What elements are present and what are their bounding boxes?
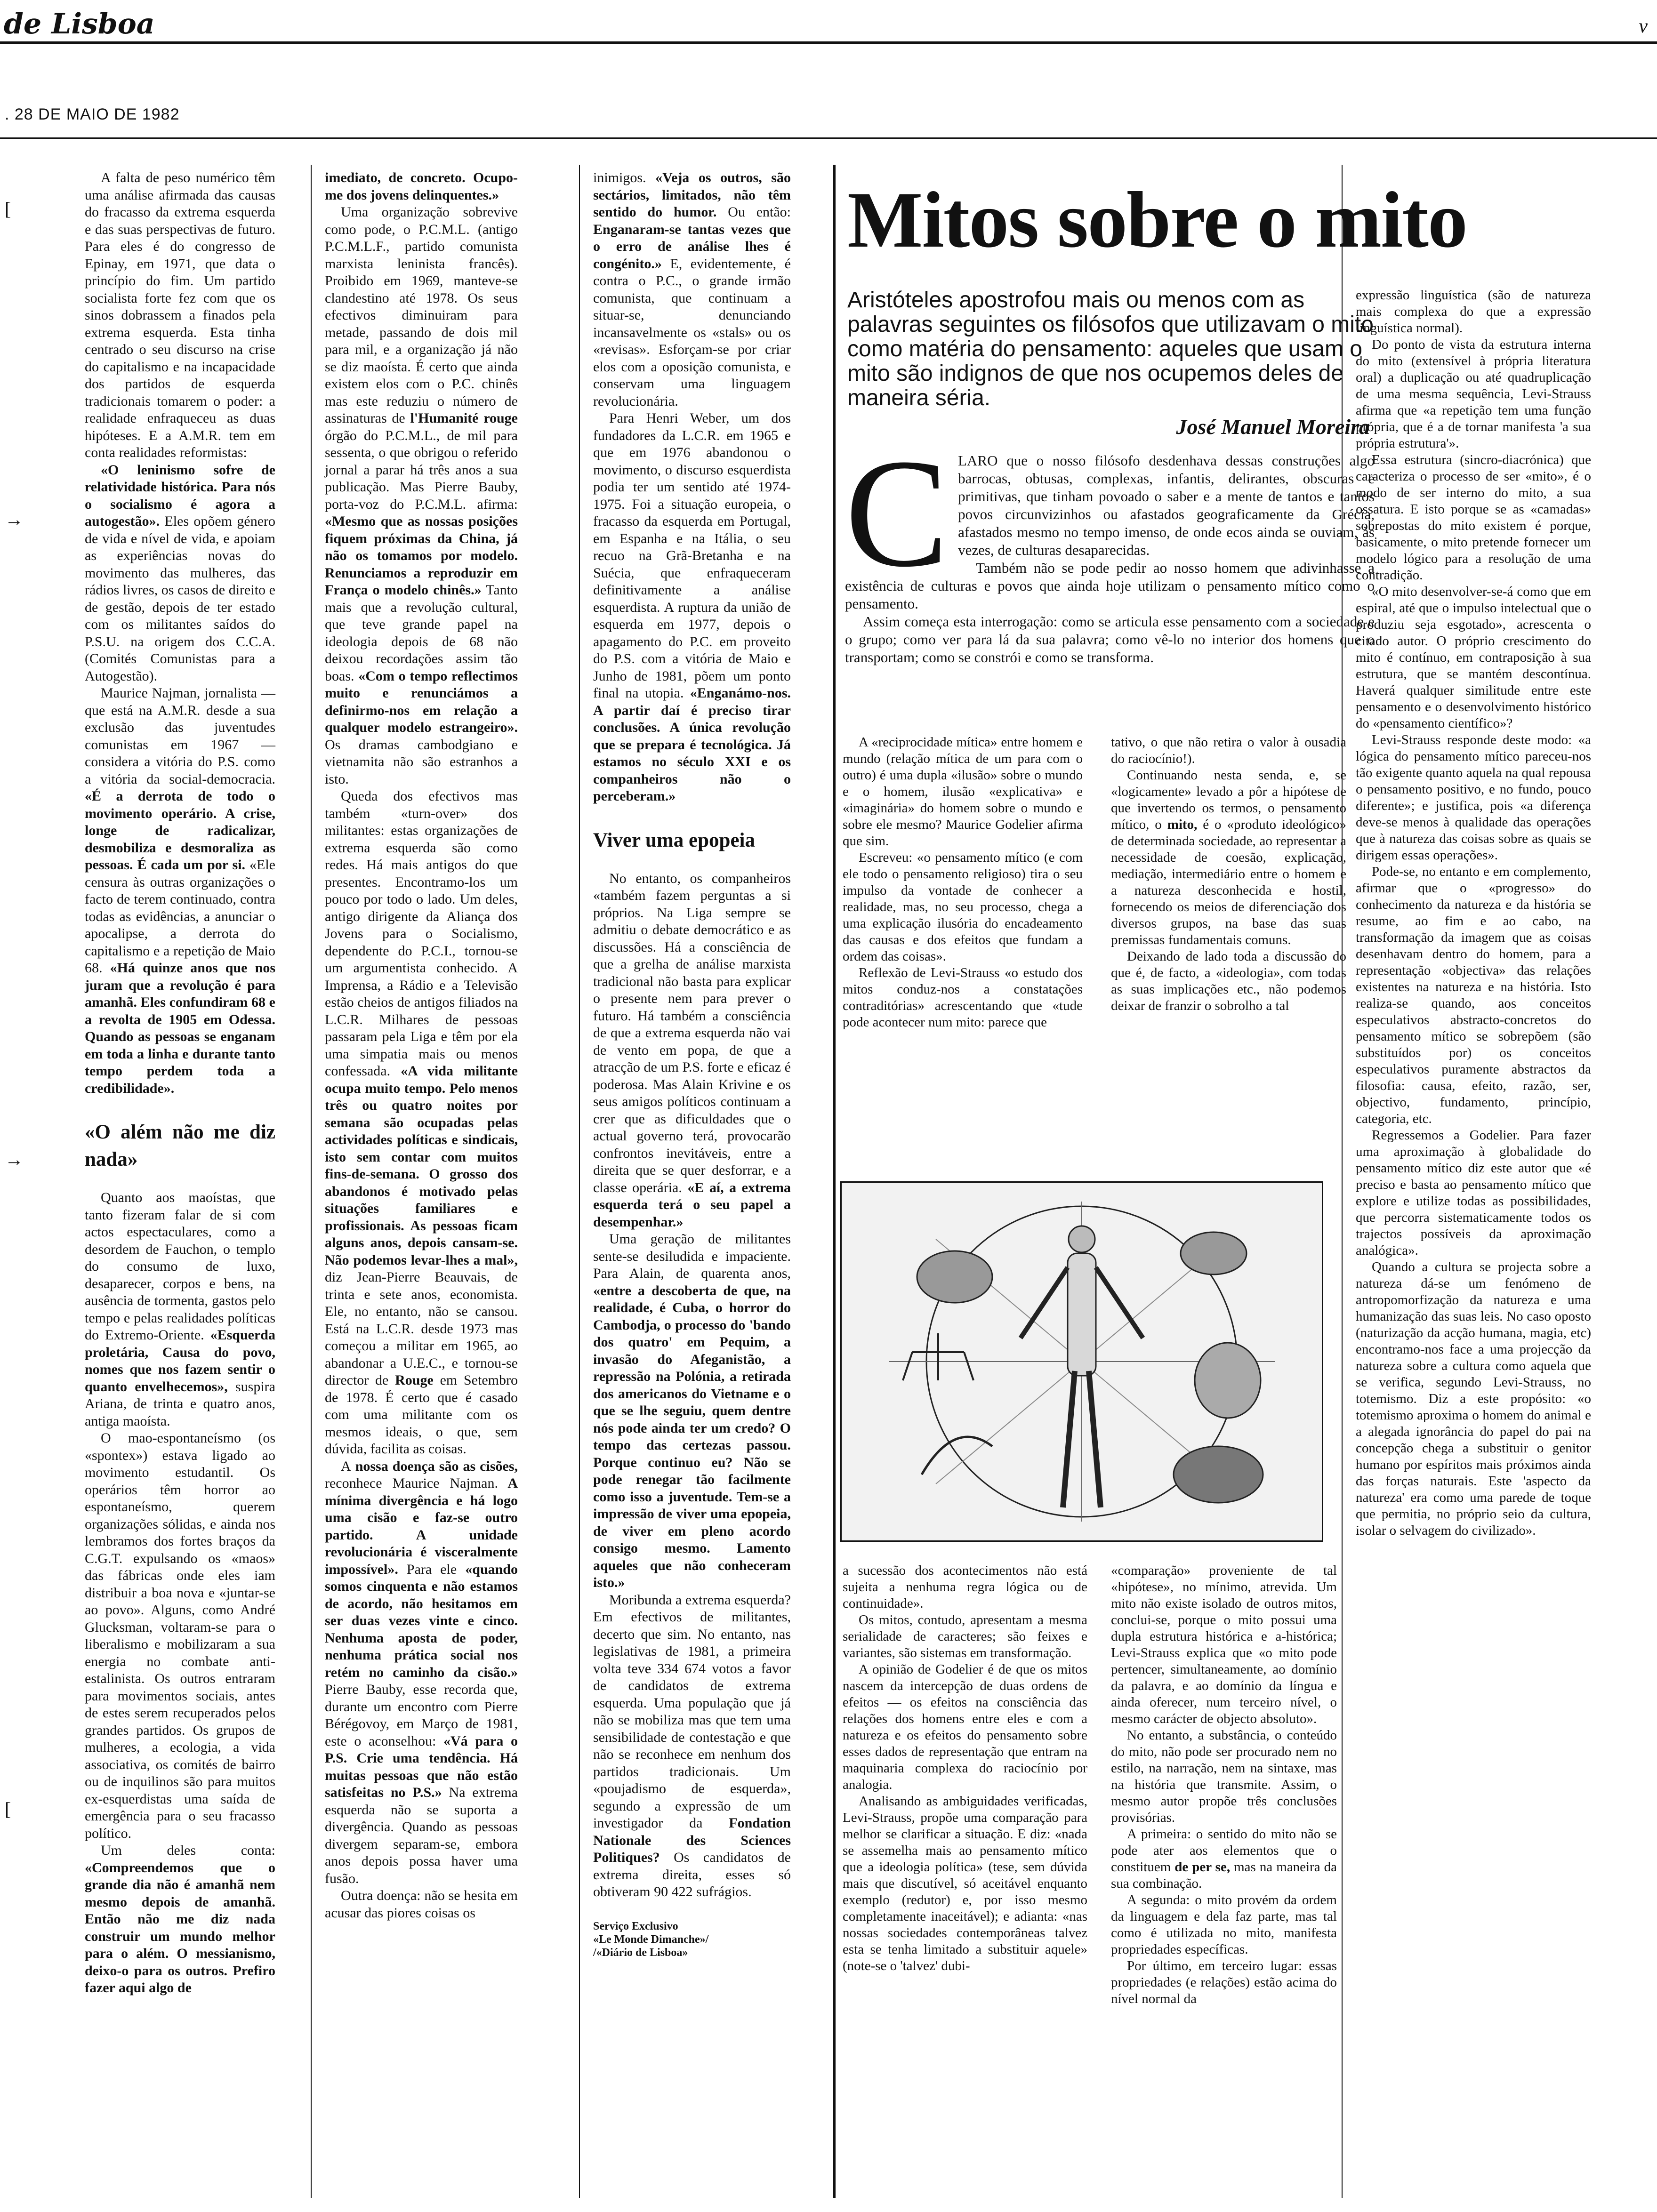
paragraph: diz Jean-Pierre Beauvais, de trinta e sete anos, economista. Ele, no entanto, não se cansou. Está na L.C.R. desde 1973 mas começou a militar em 1965, ao abandonar a U.E.C., e tornou-se director de — [325, 1269, 518, 1388]
bold-quote: «entre a descoberta de que, na realidade, é Cuba, o horror do Cambodja, o processo do 'bando dos quatro' em Pequim, a invasão do Afeganistão, a repressão na Polónia, a retirada dos americanos do Vietname e o que se lhe seguiu, quem dentre nós pode ainda ter um credo? O tempo das certezas passou. Porque continuo eu? Não se pode renegar tão facilmente como isso a juventude. Tem-se a impressão de viver uma epopeia, de viver em pleno acordo consigo mesmo. Lamento aqueles que não conheceram isto.» — [593, 1282, 791, 1590]
column-3 — [593, 169, 791, 1959]
margin-bracket-icon: [ — [5, 1798, 11, 1819]
column-4-upper — [843, 734, 1083, 1031]
corner-mark: v — [1639, 16, 1648, 37]
paragraph: No entanto, a substância, o conteúdo do mito, não pode ser procurado nem no estilo, na narração, nem na sintaxe, mas na história que transmite. Assim, o mesmo autor propõe três conclusões provisórias. — [1111, 1728, 1337, 1825]
paragraph: A segunda: o mito provém da ordem da linguagem e dela faz parte, mas tal como é utilizada no mito, manifesta propriedades específicas. — [1111, 1892, 1337, 1957]
bold-quote: «É a derrota de todo o movimento operário. A crise, longe de radicalizar, desmobiliza e desmoraliza as pessoas. É cada um por si. — [85, 788, 275, 873]
paragraph: a sucessão dos acontecimentos não está sujeita a nenhuma regra lógica ou de continuidade». — [843, 1563, 1087, 1611]
paragraph: E, evidentemente, é contra o P.C., o grande irmão comunista, que continuam a situar-se, denunciando incansavelmente os «stals» ou os «revisas». Esforçam-se por criar elos com a oposição comunista, e conservam uma linguagem revolucionária. — [593, 256, 791, 409]
column-5-upper — [1111, 734, 1346, 1014]
paragraph: Uma organização sobrevive como pode, o P.C.M.L. (antigo P.C.M.L.F., partido comunista marxista leninista francês). Proibido em 1969, manteve-se clandestino até 1978. Os seus efectivos diminuiram para metade, passando de dois mil para mil, e a organização já não se diz maoísta. É certo que ainda existem elos com o P.C. chinês mas este reduziu o número de assinaturas de — [325, 204, 518, 426]
paragraph: Quanto aos maoístas, que tanto fizeram falar de si com actos espectaculares, como a desordem de Fauchon, o templo do consumo de luxo, desaparecer, corpos e bens, na ausência de tormenta, gastos pelo tempo e pelas realidades políticas do Extremo-Oriente. — [85, 1190, 275, 1343]
paragraph: tativo, o que não retira o valor à ousadia do raciocínio!). — [1111, 735, 1346, 766]
bold-quote: «E aí, a extrema esquerda terá o seu papel a desempenhar.» — [593, 1179, 791, 1230]
paragraph: A opinião de Godelier é de que os mitos nascem da intercepção de duas ordens de efeitos — os efeitos na consciência das relações dos homens entre eles e com a natureza e os efeitos do pensamento sobre esses dados de representação que entram na maquinaria complexa do raciocínio por analogia. — [843, 1662, 1087, 1792]
subheading: Viver uma epopeia — [593, 829, 755, 851]
paragraph: inimigos. — [593, 170, 646, 185]
bold-text: de per se, — [1171, 1859, 1231, 1875]
paragraph: Tanto mais que a revolução cultural, que teve grande papel na ideologia depois de 68 não deixou recordações assim tão boas. — [325, 582, 518, 684]
column-divider — [311, 165, 312, 2198]
credit-text: /«Diário de Lisboa» — [593, 1946, 688, 1959]
column-divider — [833, 165, 836, 2198]
paragraph: A primeira: o sentido do mito não se pode ater aos elementos que o constituem — [1111, 1827, 1337, 1875]
newspaper-name: de Lisboa — [4, 8, 155, 40]
paragraph: órgão do P.C.M.L., de mil para sessenta, o que obrigou o referido jornal a parar há três anos a sua publicação. Mas Pierre Bauby, porta-voz do P.C.M.L. afirma: — [325, 427, 518, 512]
paragraph: Na extrema esquerda não se suporta a divergência. Quando as pessoas divergem separam-se, embora anos depois possa haver uma fusão. — [325, 1785, 518, 1886]
paragraph: Moribunda a extrema esquerda? Em efectivos de militantes, decerto que sim. No entanto, nas legislativas de 1981, a primeira volta teve 334 674 votos a favor de candidatos de extrema esquerda. Uma população que já não se mobiliza mas que tem uma sensibilidade de contestação e que não se reconhece em nenhum dos partidos tradicionais. Um «poujadismo de esquerda», segundo a expressão de um investigador da — [593, 1592, 791, 1831]
article-byline: José Manuel Moreira — [1176, 415, 1370, 439]
credit-text: «Le Monde Dimanche»/ — [593, 1933, 709, 1946]
paragraph: Continuando nesta senda, e, se «logicamente» levado a pôr a hipótese de que invertendo os termos, o pensamento mítico, o — [1111, 768, 1346, 832]
bold-quote: nossa doença são as cisões, — [351, 1458, 518, 1474]
masthead-rule — [0, 41, 1657, 44]
column-1 — [85, 169, 275, 1997]
paragraph: Outra doença: não se hesita em acusar das piores coisas os — [325, 1888, 518, 1921]
bold-quote: A mínima divergência e há logo uma cisão e faz-se outro partido. A unidade revolucionária é visceralmente impossível». — [325, 1475, 518, 1577]
column-4-lower — [843, 1563, 1087, 1974]
margin-arrow-icon: → — [5, 509, 24, 530]
bold-quote: «O leninismo sofre de relatividade histórica. Para nós o socialismo é agora a autogestão». — [85, 462, 275, 529]
paragraph: Queda dos efectivos mas também «turn-over» dos militantes: estas organizações de extrema esquerda são como redes. Há mais antigos do que presentes. Encontramo-los um pouco por todo o lado. Um deles, antigo dirigente da Aliança dos Jovens para o Socialismo, dependente do P.C.I., tornou-se um argumentista conhecido. A Imprensa, a Rádio e a Televisão estão cheios de antigos filiados na L.C.R. Milhares de pessoas passaram pela Liga e têm por ela uma simpatia mais ou menos confessada. — [325, 788, 518, 1079]
bold-text: mito, — [1161, 817, 1198, 832]
paragraph: Maurice Najman, jornalista — que está na A.M.R. desde a sua exclusão das juventudes comunistas em 1967 — considera a vitória do P.S. como a vitória da social-democracia. — [85, 685, 275, 787]
paragraph: Pode-se, no entanto e em complemento, afirmar que o «progresso» do conhecimento da natureza e da história se resume, ao fim e ao cabo, na transformação da imagem que as coisas desenhavam dentro do homem, para a representação «objectiva» das relações existentes na natureza e na história. Isto realiza-se quando, aos conceitos especulativos abstracto-concretos do pensamento mítico se sobrepõem (são substituídos por) os conceitos especulativos puramente abstractos da filosofia: causa, efeito, razão, ser, objectivo, fundamento, princípio, categoria, etc. — [1356, 864, 1591, 1126]
paragraph: A — [341, 1458, 351, 1474]
bold-text: Fondation Nationale des Sciences Politiques? — [593, 1815, 791, 1865]
paragraph: Também não se pode pedir ao nosso homem que adivinhasse a existência de culturas e povos que ainda hoje utilizam o pensamento mítico como o pensamento. — [845, 560, 1375, 612]
bold-text: Rouge — [388, 1372, 434, 1388]
paragraph: Regressemos a Godelier. Para fazer uma aproximação à globalidade do pensamento mítico diz este autor que «é preciso e basta ao pensamento mítico que explore e utilize todas as possibilidades, que percorra sistematicamente todos os trajectos possíveis da aproximação analógica». — [1356, 1128, 1591, 1258]
column-2 — [325, 169, 518, 1922]
bold-quote: Enganaram-se tantas vezes que o erro de análise lhes é congénito.» — [593, 221, 791, 272]
bold-quote: «Vá para o P.S. Crie uma tendência. Há muitas pessoas que não estão satisfeitas no P.S.» — [325, 1733, 518, 1800]
paragraph: Os mitos, contudo, apresentam a mesma serialidade de caracteres; são feixes e variantes, são sistemas em transformação. — [843, 1612, 1087, 1660]
paragraph: é o «produto ideológico» de determinada sociedade, ao representar a necessidade de coesão, explicação, mediação, intermediário entre o homem e a natureza desconhecida e hostil, fornecendo os meios de diferenciação dos diversos grupos, na base das suas premissas fundamentais comuns. — [1111, 817, 1346, 947]
article-title: Mitos sobre o mito — [847, 176, 1467, 264]
paragraph: Do ponto de vista da estrutura interna do mito (extensível à própria literatura oral) a duplicação ou até quadruplicação de uma mesma sequência, Levi-Strauss afirma que «a repetição tem uma função própria, que é a de tornar manifesta 'a sua própria estrutura'». — [1356, 337, 1591, 451]
paragraph: Um deles conta: — [101, 1843, 275, 1858]
paragraph: Assim começa esta interrogação: como se articula esse pensamento com a sociedade e o grupo; como ver para lá da sua palavra; como vê-lo no interior dos homens que o transportam; como se constrói e como se transforma. — [845, 613, 1375, 665]
paragraph: A falta de peso numérico têm uma análise afirmada das causas do fracasso da extrema esquerda e das suas perspectivas de futuro. Para eles é do congresso de Epinay, em 1971, que data o princípio do fim. Um partido socialista forte fez com que os sinos dobrassem a finados pela extrema esquerda. Esta tinha centrado o seu discurso na crise do capitalismo e na incapacidade dos partidos de esquerda tradicionais tomarem o poder: a realidade enfraqueceu as duas hipóteses. E a A.M.R. tem em conta realidades reformistas: — [85, 170, 275, 460]
bold-text: l'Humanité rouge — [405, 410, 518, 426]
margin-arrow-icon: → — [5, 1149, 24, 1170]
article-lede: Aristóteles apostrofou mais ou menos com as palavras seguintes os filósofos que utilizavam o mito como matéria do pensamento: aqueles que usam o mito são indignos de que nos ocupemos deles de maneira séria. — [847, 288, 1374, 410]
bold-quote: «Mesmo que as nossas posições fiquem próximas da China, já não os tomamos por modelo. Renunciamos a reproduzir em França o modelo chinês.» — [325, 513, 518, 598]
paragraph: mas na maneira da sua combinação. — [1111, 1859, 1337, 1891]
column-5-lower — [1111, 1563, 1337, 2007]
drop-cap: C — [845, 427, 949, 599]
bold-quote: «A vida militante ocupa muito tempo. Pelo menos três ou quatro noites por semana são ocupadas pelas actividades políticas e sindicais, isto sem contar com muitos fins-de-semana. O grosso dos abandonos é motivado pelas situações familiares e profissionais. As pessoas ficam alguns anos, depois cansam-se. Não podemos levar-lhes a mal», — [325, 1063, 518, 1268]
paragraph: Quando a cultura se projecta sobre a natureza dá-se um fenómeno de antropomorfização da natureza e uma humanização das suas leis. No caso oposto (naturização da acção humana, magia, etc) encontramo-nos face a uma projecção da natureza sobre a cultura como aquela que se verifica, segundo Levi-Strauss, no totemismo. Diz a este propósito: «o totemismo aproxima o homem do animal e a alegada ignorância do papel do pai na concepção chega a substituir o genitor humano por espíritos mais próximos ainda das forças naturais. Este 'aspecto da natureza' era como uma parede de toque que permitia, no próprio seio da cultura, isolar o selvagem do civilizado». — [1356, 1259, 1591, 1538]
bold-quote: imediato, de concreto. Ocupo-me dos jovens delinquentes.» — [325, 170, 518, 203]
paragraph: Reflexão de Levi-Strauss «o estudo dos mitos conduz-nos a constatações contraditórias» acrescentando que «tude pode acontecer num mito: parece que — [843, 965, 1083, 1030]
column-6 — [1356, 287, 1591, 1539]
bold-quote: «quando somos cinquenta e não estamos de acordo, não hesitamos em ser duas vezes vinte e cinco. Nenhuma aposta de poder, nenhuma prática social nos retém no caminho da cisão.» — [325, 1561, 518, 1680]
paragraph: reconhece Maurice Najman. — [325, 1475, 498, 1491]
paragraph: Os dramas cambodgiano e vietnamita não são estranhos a isto. — [325, 737, 518, 787]
issue-date: . 28 DE MAIO DE 1982 — [5, 105, 180, 123]
masthead — [0, 5, 1657, 42]
paragraph: Levi-Strauss responde deste modo: «a lógica do pensamento mítico pareceu-nos tão exigente quanto aquela na qual repousa o pensamento positivo, e no fundo, pouco diferente»; e justifica, pois «a diferença deve-se menos à qualidade das operações que à natureza das coisas sobre as quais se dirigem essas operações». — [1356, 732, 1591, 863]
paragraph: Ou então: — [716, 204, 791, 220]
paragraph: Para ele — [398, 1561, 457, 1577]
paragraph: expressão linguística (são de natureza mais complexa do que a expressão linguística normal). — [1356, 288, 1591, 336]
paragraph: Escreveu: «o pensamento mítico (e com ele todo o pensamento religioso) tira o seu impulso da vontade de conhecer a realidade, mas, no seu processo, chega a uma explicação ilusória do encadeamento das causas e dos efeitos que fundam a ordem das coisas». — [843, 850, 1083, 964]
paragraph: «Ele censura às outras organizações o facto de terem continuado, contra todas as evidências, a anunciar o apocalipse, a derrota do capitalismo e a repetição de Maio 68. — [85, 857, 275, 976]
paragraph: Pierre Bauby, esse recorda que, durante um encontro com Pierre Bérégovoy, em Março de 1981, este o aconselhou: — [325, 1682, 518, 1749]
subheading: «O além não me diz nada» — [85, 1121, 275, 1170]
paragraph: Eles opõem género de vida e nível de vida, e apoiam as experiências novas do movimento das mulheres, das rádios livres, os casos de direito e de gestão, depois de ter estado com os militantes saídos do P.S.U. na origem dos C.C.A. (Comités Comunistas para a Autogestão). — [85, 513, 275, 684]
credit-text: Serviço Exclusivo — [593, 1920, 678, 1932]
paragraph: em Setembro de 1978. É certo que é casado com uma militante com os mesmos ideais, o que, sem dúvida, facilita as coisas. — [325, 1372, 518, 1457]
credit-line — [593, 1920, 791, 1959]
paragraph: «O mito desenvolver-se-á como que em espiral, até que o impulso intelectual que o produziu seja esgotado», acrescenta o citado autor. O próprio crescimento do mito é contínuo, em contraposição à sua estrutura, que se mantém descontínua. Haverá qualquer similitude entre este pensamento e o desenvolvimento histórico do «pensamento científico»? — [1356, 584, 1591, 731]
zodiac-man-engraving-icon — [840, 1181, 1323, 1542]
paragraph: O mao-espontaneísmo (os «spontex») estava ligado ao movimento estudantil. Os operários têm horror ao espontaneísmo, querem organizações sólidas, e ainda nos lembramos dos fortes braços da C.G.T. expulsando os «maos» das fábricas onde eles iam distribuir a boa nova e «juntar-se ao povo». Alguns, como André Glucksman, voltaram-se para o liberalismo e mobilizaram a sua energia no combate anti-estalinista. Os outros entraram para movimentos sociais, antes de estes serem recuperados pelos grandes partidos. Os grupos de mulheres, a ecologia, a vida associativa, os comités de bairro ou de inquilinos são para muitos ex-esquerdistas uma saída de emergência para o seu fracasso político. — [85, 1430, 275, 1841]
bold-quote: «Esquerda proletária, Causa do povo, nomes que nos fazem sentir o quanto envelhecemos», — [85, 1327, 275, 1395]
paragraph: LARO que o nosso filósofo desdenhava dessas construções algo barrocas, obtusas, complexas, infantis, delirantes, obscuras e primitivas, que tinham povoado o saber e a mente de tantos e tantos povos circunvizinhos ou afastados geograficamente da Grécia, afastados mesmo no tempo imenso, de onde ecos ainda se ouviam, às vezes, de culturas desaparecidas. — [958, 452, 1375, 558]
bold-quote: «Enganámo-nos. A partir daí é preciso tirar conclusões. A única revolução que se prepara é tecnológica. Já estamos no século XXI e os companheiros não o perceberam.» — [593, 685, 791, 804]
paragraph: Para Henri Weber, um dos fundadores da L.C.R. em 1965 e que em 1976 abandonou o movimento, o discurso esquerdista podia ter um sentido até 1974-1975. Foi a situação europeia, o fracasso da esquerda em Portugal, em Espanha e na Itália, o seu recuo na Grã-Bretanha e na Suécia, que enfraqueceram definitivamente a análise esquerdista. A ruptura da união de esquerda em 1977, depois o apagamento do P.C. em proveito do P.S. com a vitória de Maio e Junho de 1981, põem um ponto final na utopia. — [593, 410, 791, 701]
paragraph: suspira Ariana, de trinta e quatro anos, antiga maoísta. — [85, 1378, 275, 1429]
column-divider — [579, 165, 580, 2198]
bold-quote: «Com o tempo reflectimos muito e renunciámos a definirmo-nos em relação a qualquer modelo estrangeiro». — [325, 668, 518, 735]
illustration-drawing — [842, 1183, 1322, 1540]
paragraph: Por último, em terceiro lugar: essas propriedades (e relações) estão acima do nível normal da — [1111, 1958, 1337, 2006]
paragraph: A «reciprocidade mítica» entre homem e mundo (relação mítica de um para com o outro) é uma dupla «ilusão» sobre o mundo e o homem, ilusão «explicativa» e «imaginária» do homem sobre o mundo e sobre ele mesmo? Maurice Godelier afirma que sim. — [843, 735, 1083, 849]
bold-quote: «Compreendemos que o grande dia não é amanhã nem mesmo depois de amanhã. Então não me diz nada construir um mundo melhor para o além. O messianismo, deixo-o para os outros. Prefiro fazer aqui algo de — [85, 1859, 275, 1996]
paragraph: Deixando de lado toda a discussão do que é, de facto, a «ideologia», com todas as suas implicações etc., não podemos deixar de franzir o sobrolho a tal — [1111, 949, 1346, 1013]
paragraph: Essa estrutura (sincro-diacrónica) que caracteriza o processo de ser «mito», é o modo de ser interno do mito, a sua ossatura. E isto porque se as «camadas» sobrepostas do mito existem é porque, basicamente, o mito pretende fornecer um modelo lógico para a resolução de uma contradição. — [1356, 452, 1591, 583]
paragraph: No entanto, os companheiros «também fazem perguntas a si próprios. Na Liga sempre se admitiu o debate democrático e as discussões. Há a consciência de que a grelha de análise marxista tradicional não basta para explicar o presente nem para prever o futuro. Há também a consciência de que a extrema esquerda não vai de vento em popa, de que a atracção de um P.S. forte e eficaz é poderosa. Mas Alain Krivine e os seus amigos políticos continuam a crer que as dificuldades que o actual governo terá, provocarão confrontos inevitáveis, entre a direita que se quer desforrar, e a classe operária. — [593, 870, 791, 1195]
bold-quote: «Há quinze anos que nos juram que a revolução é para amanhã. Eles confundiram 68 e a revolta de 1905 em Odessa. Quando as pessoas se enganam em toda a linha e durante tanto tempo perdem toda a credibilidade». — [85, 960, 275, 1096]
paragraph: Analisando as ambiguidades verificadas, Levi-Strauss, propõe uma comparação para melhor se clarificar a situação. E diz: «nada se assemelha mais ao pensamento mítico que a ideologia política» (tese, sem dúvida mais que discutível, só aceitável enquanto exemplo (redutor) e, por isso mesmo completamente inaceitável); e adianta: «nas nossas sociedades contemporâneas talvez esta se tenha limitado a substituir aquele» (note-se o 'talvez' dubi- — [843, 1794, 1087, 1973]
paragraph: Os candidatos de extrema direita, esses só obtiveram 90 422 sufrágios. — [593, 1850, 791, 1899]
bold-quote: «Veja os outros, são sectários, limitados, não têm sentido do humor. — [593, 170, 791, 220]
paragraph: «comparação» proveniente de tal «hipótese», no mínimo, atrevida. Um mito não existe isolado de outros mitos, conclui-se, porque o mito possui uma dupla estrutura histórica e a-histórica; Levi-Strauss explica que «o mito pode pertencer, simultaneamente, ao domínio da palavra, e ao domínio da língua e ainda oferecer, num terceiro nível, o mesmo carácter de objecto absoluto». — [1111, 1563, 1337, 1726]
paragraph: Uma geração de militantes sente-se desiludida e impaciente. Para Alain, de quarenta anos, — [593, 1231, 791, 1281]
date-rule — [0, 137, 1657, 139]
margin-bracket-icon: [ — [5, 198, 11, 219]
